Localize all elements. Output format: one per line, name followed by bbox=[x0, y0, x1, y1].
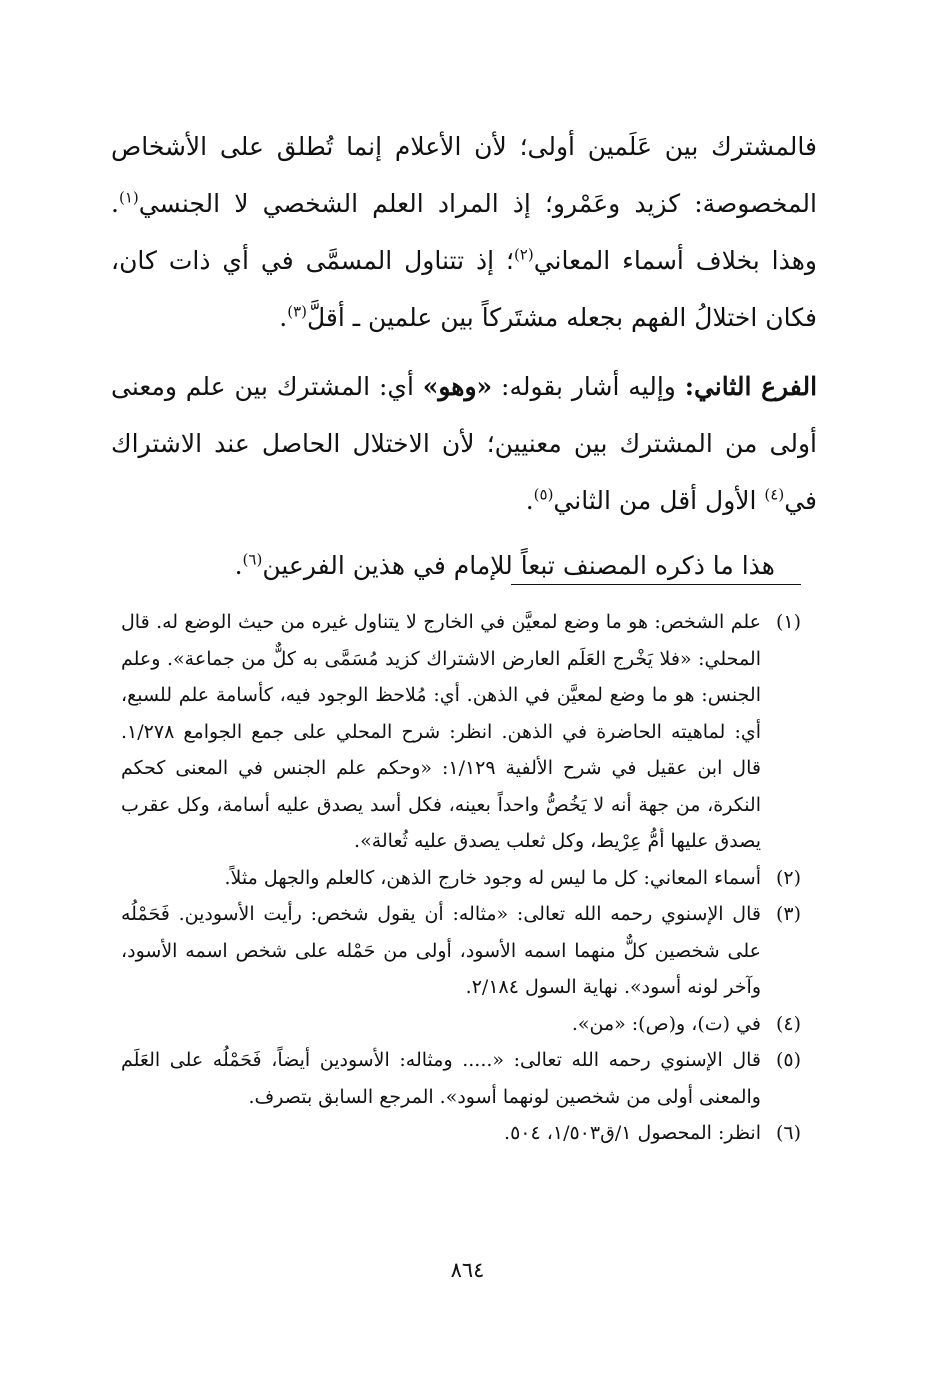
footnote-number: (٣) bbox=[775, 903, 801, 925]
paragraph-2-text: وإليه أشار بقوله: bbox=[492, 372, 685, 401]
footnote-number: (٦) bbox=[775, 1122, 801, 1144]
footnote-1 bbox=[121, 604, 801, 860]
footnotes bbox=[121, 604, 801, 1152]
footnote-separator bbox=[511, 584, 801, 585]
footnote-ref-1: (١) bbox=[118, 188, 139, 207]
quoted-term: «وهو» bbox=[422, 372, 493, 401]
footnote-text: قال الإسنوي رحمه الله تعالى: «مثاله: أن يقول شخص: رأيت الأسودين. فَحَمْلُه على شخصين كلٌّ منهما اسمه الأسود، أولى من حَمْله على شخص اسمه الأسود، وآخر لونه أسود». نهاية السول ٢/١٨٤. bbox=[121, 903, 761, 998]
footnote-text: أسماء المعاني: كل ما ليس له وجود خارج الذهن، كالعلم والجهل مثلاً. bbox=[224, 866, 761, 889]
paragraph-1-end: . bbox=[279, 303, 288, 332]
footnote-ref-4: (٤) bbox=[764, 485, 785, 504]
main-text bbox=[111, 118, 817, 594]
paragraph-1-text-c: ؛ إذ تتناول المسمَّى في أي ذات كان، فكان اختلالُ الفهم بجعله مشتَركاً بين علمين ـ أقلَّ bbox=[111, 246, 817, 332]
footnote-number: (٤) bbox=[775, 1012, 801, 1035]
footnote-text: انظر: المحصول ١/ق١/٥٠٣، ٥٠٤. bbox=[504, 1122, 761, 1144]
paragraph-2 bbox=[111, 358, 817, 529]
footnote-ref-6: (٦) bbox=[242, 550, 263, 569]
footnote-text: في (ت)، و(ص): «من». bbox=[571, 1012, 761, 1035]
paragraph-3-end: . bbox=[234, 551, 243, 580]
page-number: ٨٦٤ bbox=[450, 1258, 485, 1282]
paragraph-1-text-b: . وهذا بخلاف أسماء المعاني bbox=[111, 189, 817, 275]
footnote-number: (٥) bbox=[775, 1049, 801, 1071]
footnote-4 bbox=[121, 1006, 801, 1043]
paragraph-1 bbox=[111, 118, 817, 346]
paragraph-2-text-b: أي: المشترك بين علم ومعنى أولى من المشترك بين معنيين؛ لأن الاختلال الحاصل عند الاشتراك في bbox=[111, 372, 817, 515]
footnote-number: (٢) bbox=[775, 866, 801, 889]
paragraph-2-end: . bbox=[525, 486, 534, 515]
footnote-2 bbox=[121, 860, 801, 897]
footnote-number: (١) bbox=[775, 611, 801, 633]
paragraph-3 bbox=[111, 537, 817, 594]
footnote-ref-3: (٣) bbox=[287, 302, 307, 321]
paragraph-2-text-c: الأول أقل من الثاني bbox=[553, 486, 765, 515]
paragraph-1-text: فالمشترك بين عَلَمين أولى؛ لأن الأعلام إنما تُطلق على الأشخاص المخصوصة: كزيد وعَمْرو؛ إذ المراد العلم الشخصي لا الجنسي bbox=[111, 132, 817, 218]
footnote-ref-5: (٥) bbox=[533, 485, 554, 504]
section-label: الفرع الثاني: bbox=[684, 372, 818, 401]
footnote-6 bbox=[121, 1115, 801, 1152]
footnote-5 bbox=[121, 1042, 801, 1115]
paragraph-3-text: هذا ما ذكره المصنف تبعاً للإمام في هذين الفرعين bbox=[262, 551, 775, 580]
footnote-text: قال الإسنوي رحمه الله تعالى: «..... ومثاله: الأسودين أيضاً، فَحَمْلُه على العَلَم والمعنى أولى من شخصين لونهما أسود». المرجع السابق بتصرف. bbox=[121, 1049, 761, 1108]
footnote-ref-2: (٢) bbox=[513, 245, 534, 264]
footnote-3 bbox=[121, 896, 801, 1006]
footnote-text: علم الشخص: هو ما وضع لمعيَّن في الخارج لا يتناول غيره من حيث الوضع له. قال المحلي: «فلا يَخْرج العَلَم العارض الاشتراك كزيد مُسَمَّى به كلٌّ من جماعة». وعلم الجنس: هو ما وضع لمعيَّن في الذهن. أي: مُلاحظ الوجود فيه، كأسامة علم للسبع، أي: لماهيته الحاضرة في الذهن. انظر: شرح المحلي على جمع الجوامع ١/٢٧٨. قال ابن عقيل في شرح الألفية ١/١٢٩: «وحكم علم الجنس في المعنى كحكم النكرة، من جهة أنه لا يَخُصُّ واحداً بعينه، فكل أسد يصدق عليه أسامة، وكل عقرب يصدق عليها أمُّ عِرْيط، وكل ثعلب يصدق عليه ثُعالة». bbox=[121, 611, 761, 852]
